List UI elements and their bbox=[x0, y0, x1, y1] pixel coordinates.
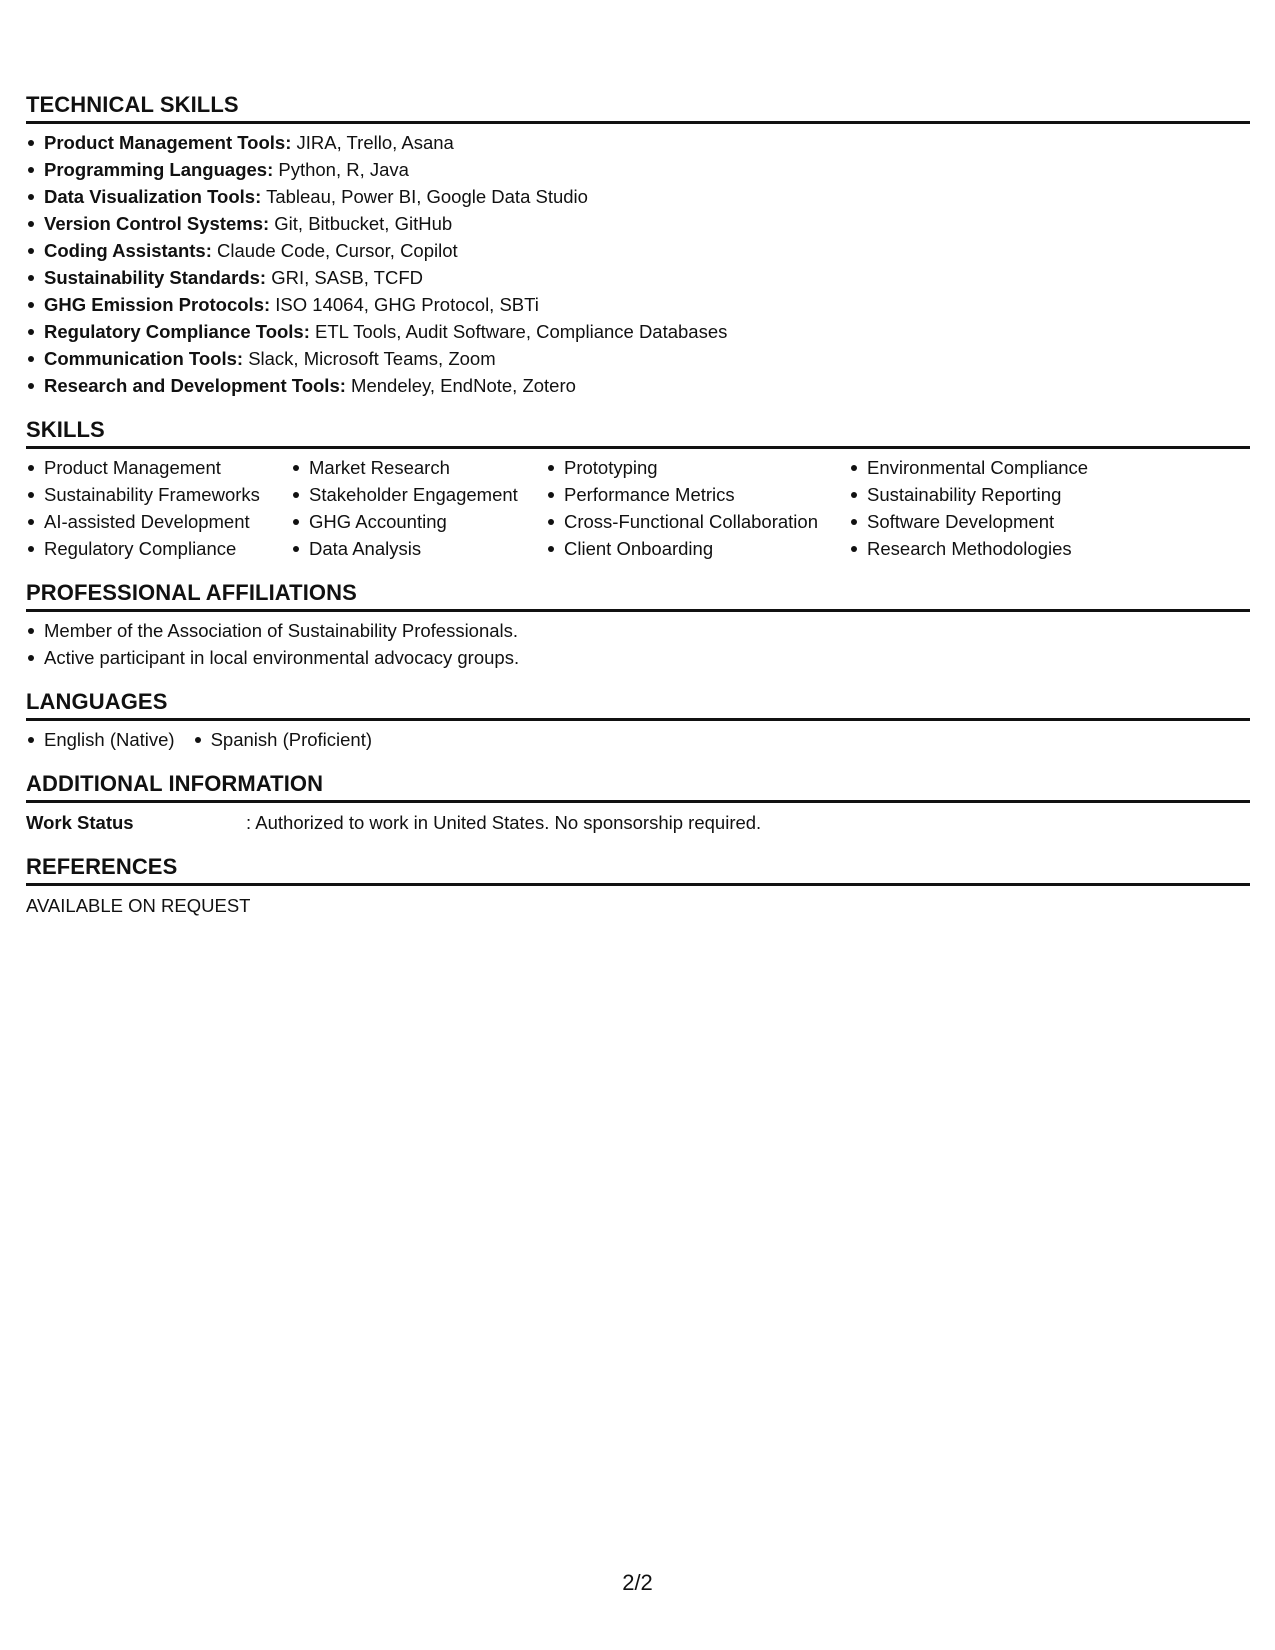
skill-item: Environmental Compliance bbox=[849, 454, 1149, 481]
technical-skill-item bbox=[26, 237, 1250, 264]
language-item: English (Native) bbox=[26, 726, 175, 753]
skills-section bbox=[26, 417, 1250, 562]
skill-item: Sustainability Reporting bbox=[849, 481, 1149, 508]
technical-skills-list bbox=[26, 129, 1250, 399]
language-item: Spanish (Proficient) bbox=[193, 726, 372, 753]
technical-skill-label: Sustainability Standards: bbox=[44, 267, 267, 288]
skill-item: Research Methodologies bbox=[849, 535, 1149, 562]
section-title-skills: SKILLS bbox=[26, 417, 1250, 449]
languages-list bbox=[26, 726, 1250, 753]
section-title-additional-info: ADDITIONAL INFORMATION bbox=[26, 771, 1250, 803]
technical-skill-label: Data Visualization Tools: bbox=[44, 186, 262, 207]
technical-skill-value: Python, R, Java bbox=[278, 159, 409, 180]
technical-skill-label: Regulatory Compliance Tools: bbox=[44, 321, 310, 342]
technical-skill-label: Product Management Tools: bbox=[44, 132, 292, 153]
technical-skill-value: Tableau, Power BI, Google Data Studio bbox=[266, 186, 588, 207]
technical-skills-section bbox=[26, 92, 1250, 399]
technical-skill-value: Claude Code, Cursor, Copilot bbox=[217, 240, 458, 261]
additional-info-section bbox=[26, 771, 1250, 836]
skill-item: Performance Metrics bbox=[546, 481, 849, 508]
section-title-technical-skills: TECHNICAL SKILLS bbox=[26, 92, 1250, 124]
resume-page bbox=[26, 92, 1250, 937]
technical-skill-label: Programming Languages: bbox=[44, 159, 274, 180]
skill-item: Regulatory Compliance bbox=[26, 535, 291, 562]
skills-column bbox=[291, 454, 546, 562]
references-text: AVAILABLE ON REQUEST bbox=[26, 895, 251, 916]
skill-item: AI-assisted Development bbox=[26, 508, 291, 535]
section-title-references: REFERENCES bbox=[26, 854, 1250, 886]
technical-skill-item bbox=[26, 318, 1250, 345]
skill-item: Product Management bbox=[26, 454, 291, 481]
technical-skill-value: GRI, SASB, TCFD bbox=[271, 267, 423, 288]
page-number: 2/2 bbox=[622, 1570, 653, 1595]
technical-skill-label: Version Control Systems: bbox=[44, 213, 270, 234]
technical-skill-label: Communication Tools: bbox=[44, 348, 244, 369]
affiliations-section bbox=[26, 580, 1250, 671]
technical-skill-item bbox=[26, 345, 1250, 372]
work-status-label: Work Status bbox=[26, 812, 134, 833]
technical-skill-value: ISO 14064, GHG Protocol, SBTi bbox=[275, 294, 539, 315]
skills-grid bbox=[26, 454, 1250, 562]
technical-skill-value: ETL Tools, Audit Software, Compliance Databases bbox=[315, 321, 728, 342]
technical-skill-value: Git, Bitbucket, GitHub bbox=[274, 213, 453, 234]
technical-skill-value: Slack, Microsoft Teams, Zoom bbox=[248, 348, 496, 369]
work-status-value: : Authorized to work in United States. No sponsorship required. bbox=[246, 812, 762, 833]
technical-skill-item bbox=[26, 264, 1250, 291]
references-section bbox=[26, 854, 1250, 919]
skill-item: Market Research bbox=[291, 454, 546, 481]
technical-skill-item bbox=[26, 291, 1250, 318]
technical-skill-item bbox=[26, 129, 1250, 156]
work-status-row bbox=[26, 809, 1250, 836]
affiliations-list bbox=[26, 617, 1250, 671]
affiliation-item: Member of the Association of Sustainability Professionals. bbox=[26, 617, 1250, 644]
skill-item: Data Analysis bbox=[291, 535, 546, 562]
skills-column bbox=[26, 454, 291, 562]
technical-skill-item bbox=[26, 183, 1250, 210]
skills-column bbox=[849, 454, 1149, 562]
languages-section bbox=[26, 689, 1250, 753]
skill-item: Stakeholder Engagement bbox=[291, 481, 546, 508]
skill-item: Cross-Functional Collaboration bbox=[546, 508, 849, 535]
skills-column bbox=[546, 454, 849, 562]
technical-skill-value: JIRA, Trello, Asana bbox=[296, 132, 454, 153]
skill-item: GHG Accounting bbox=[291, 508, 546, 535]
technical-skill-item bbox=[26, 156, 1250, 183]
skill-item: Prototyping bbox=[546, 454, 849, 481]
section-title-languages: LANGUAGES bbox=[26, 689, 1250, 721]
skill-item: Sustainability Frameworks bbox=[26, 481, 291, 508]
skill-item: Client Onboarding bbox=[546, 535, 849, 562]
technical-skill-label: Research and Development Tools: bbox=[44, 375, 346, 396]
technical-skill-item bbox=[26, 372, 1250, 399]
skill-item: Software Development bbox=[849, 508, 1149, 535]
technical-skill-value: Mendeley, EndNote, Zotero bbox=[351, 375, 576, 396]
affiliation-item: Active participant in local environmental advocacy groups. bbox=[26, 644, 1250, 671]
technical-skill-label: GHG Emission Protocols: bbox=[44, 294, 271, 315]
technical-skill-label: Coding Assistants: bbox=[44, 240, 212, 261]
section-title-affiliations: PROFESSIONAL AFFILIATIONS bbox=[26, 580, 1250, 612]
technical-skill-item bbox=[26, 210, 1250, 237]
